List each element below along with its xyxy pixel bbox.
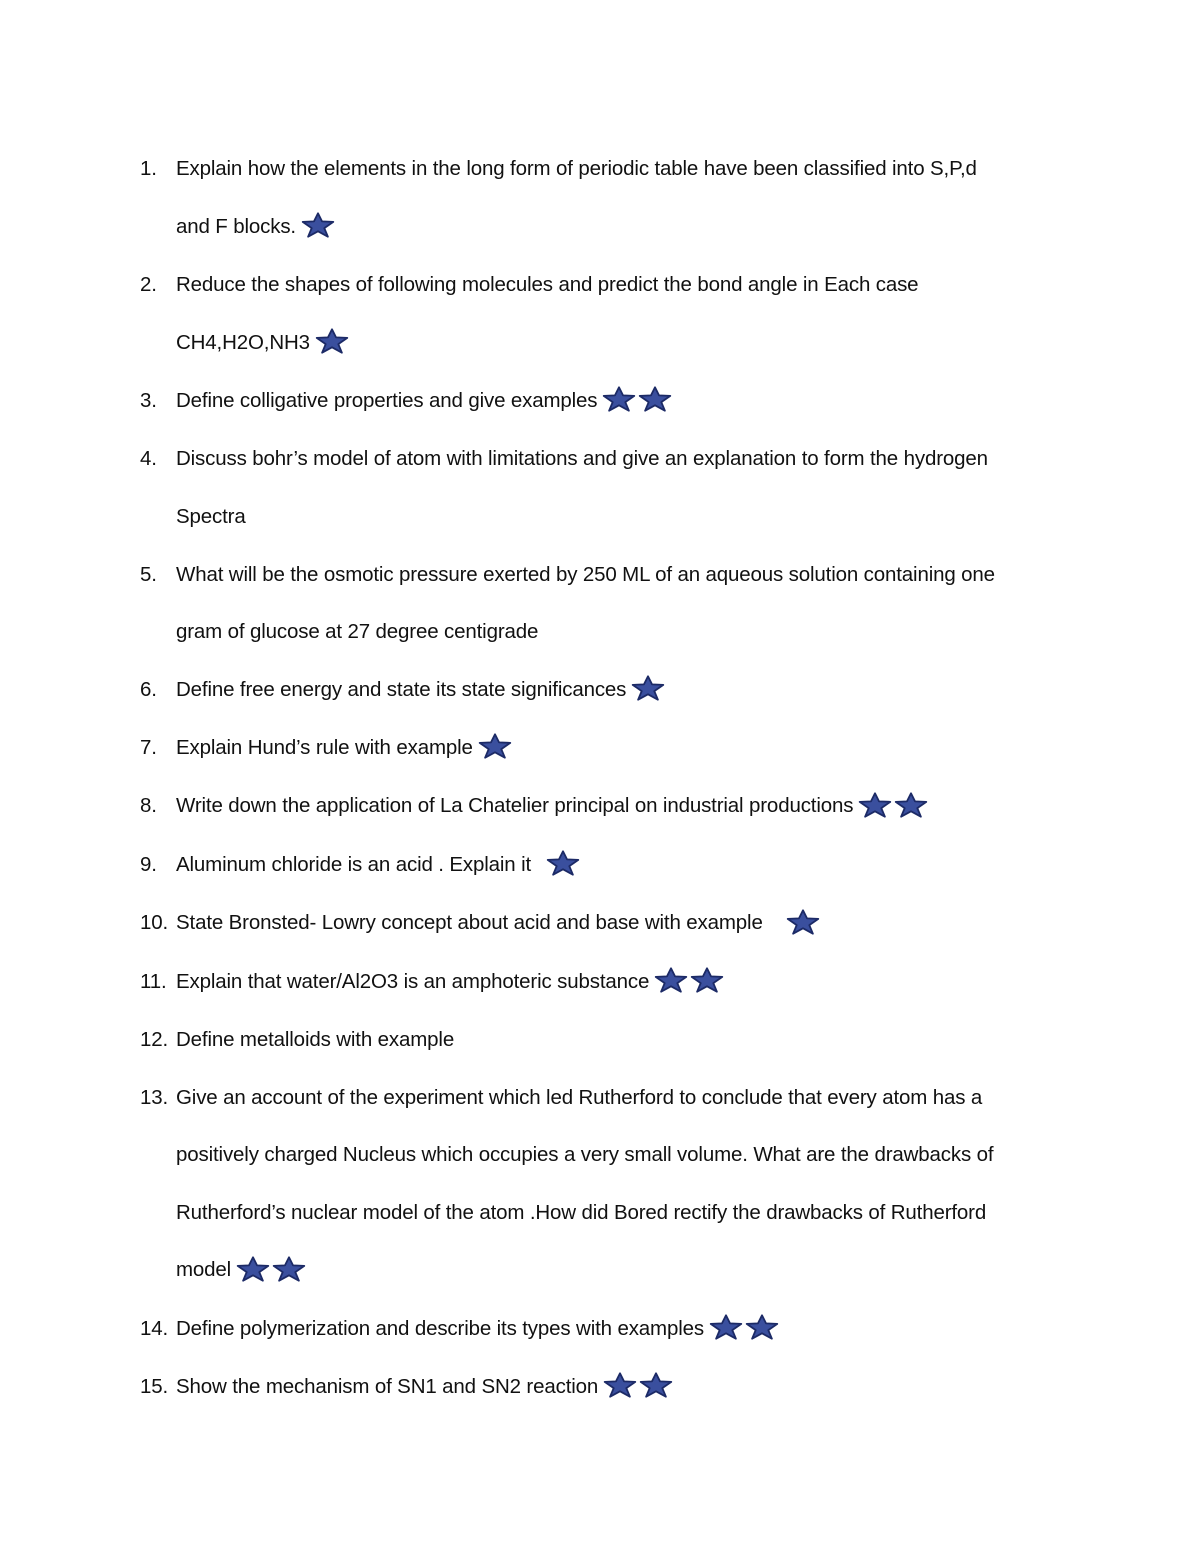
star-icon xyxy=(893,791,929,819)
question-line xyxy=(176,894,1070,952)
star-icon xyxy=(271,1255,307,1283)
question-list xyxy=(140,140,1070,1416)
question-line xyxy=(176,372,1070,430)
difficulty-stars xyxy=(857,775,929,833)
question-number: 11. xyxy=(140,969,167,993)
question-text: Explain how the elements in the long form of periodic table have been classified into S,P,d xyxy=(176,157,977,180)
question-text: What will be the osmotic pressure exerted by 250 ML of an aqueous solution containing one xyxy=(176,562,995,586)
question-line xyxy=(176,198,1070,256)
question-line xyxy=(176,1069,1070,1127)
question-line xyxy=(176,1126,1070,1184)
question-number: 7. xyxy=(140,736,157,760)
question-item xyxy=(140,836,1070,894)
question-item xyxy=(140,372,1070,430)
question-text: Reduce the shapes of following molecules and predict the bond angle in Each case xyxy=(176,272,919,296)
difficulty-stars xyxy=(653,950,725,1008)
star-icon xyxy=(314,327,350,355)
difficulty-stars xyxy=(708,1297,780,1355)
question-text: and F blocks. xyxy=(176,214,296,238)
question-number: 6. xyxy=(140,677,157,701)
question-item xyxy=(140,777,1070,835)
question-text: Give an account of the experiment which led Rutherford to conclude that every atom has a xyxy=(176,1085,983,1109)
question-line xyxy=(176,1300,1070,1358)
question-text: Define colligative properties and give examples xyxy=(176,388,598,412)
question-text: Explain that water/Al2O3 is an amphoteric substance xyxy=(176,969,650,993)
question-item xyxy=(140,1011,1070,1069)
star-icon xyxy=(601,385,637,413)
question-line xyxy=(176,719,1070,777)
question-line xyxy=(176,1241,1070,1299)
question-text: Explain Hund’s rule with example xyxy=(176,736,473,760)
question-line xyxy=(176,546,1070,604)
question-item xyxy=(140,1358,1070,1416)
question-number: 1. xyxy=(140,157,157,180)
question-line xyxy=(176,953,1070,1011)
question-line xyxy=(176,1358,1070,1416)
difficulty-stars xyxy=(545,834,581,892)
question-line xyxy=(176,1184,1070,1242)
question-line xyxy=(176,314,1070,372)
question-text: Rutherford’s nuclear model of the atom .How did Bored rectify the drawbacks of Rutherford xyxy=(176,1200,987,1224)
difficulty-stars xyxy=(235,1239,307,1297)
question-item xyxy=(140,430,1070,545)
question-text: model xyxy=(176,1258,232,1282)
question-number: 14. xyxy=(140,1316,169,1340)
difficulty-stars xyxy=(785,892,821,950)
question-text: gram of glucose at 27 degree centigrade xyxy=(176,620,539,644)
star-icon xyxy=(857,791,893,819)
star-icon xyxy=(785,908,821,936)
question-line xyxy=(176,140,1070,198)
question-number: 4. xyxy=(140,447,157,471)
question-text: Show the mechanism of SN1 and SN2 reaction xyxy=(176,1375,599,1399)
question-number: 10. xyxy=(140,911,169,935)
question-number: 5. xyxy=(140,562,157,586)
question-text: CH4,H2O,NH3 xyxy=(176,330,310,354)
difficulty-stars xyxy=(314,311,350,369)
question-text: Define free energy and state its state significances xyxy=(176,677,627,701)
question-number: 15. xyxy=(140,1375,169,1399)
question-item xyxy=(140,661,1070,719)
question-item xyxy=(140,256,1070,372)
star-icon xyxy=(689,966,725,994)
star-icon xyxy=(545,849,581,877)
question-text: Discuss bohr’s model of atom with limitations and give an explanation to form the hydrogen xyxy=(176,447,988,471)
star-icon xyxy=(630,674,666,702)
question-number: 13. xyxy=(140,1085,169,1109)
question-text: Spectra xyxy=(176,504,246,528)
question-text: State Bronsted- Lowry concept about acid and base with example xyxy=(176,911,763,935)
difficulty-stars xyxy=(630,658,666,716)
question-text: Define polymerization and describe its types with examples xyxy=(176,1316,704,1340)
question-item xyxy=(140,894,1070,952)
question-item xyxy=(140,140,1070,256)
question-number: 12. xyxy=(140,1027,169,1051)
question-item xyxy=(140,1300,1070,1358)
star-icon xyxy=(477,732,513,760)
question-line xyxy=(176,777,1070,835)
question-item xyxy=(140,719,1070,777)
difficulty-stars xyxy=(477,717,513,775)
question-number: 2. xyxy=(140,272,157,296)
question-line xyxy=(176,661,1070,719)
question-number: 8. xyxy=(140,794,157,818)
star-icon xyxy=(637,385,673,413)
question-line xyxy=(176,488,1070,546)
difficulty-stars xyxy=(300,195,336,253)
question-item xyxy=(140,1069,1070,1300)
star-icon xyxy=(708,1313,744,1341)
question-line xyxy=(176,836,1070,894)
star-icon xyxy=(744,1313,780,1341)
question-item xyxy=(140,546,1070,661)
question-line xyxy=(176,603,1070,661)
question-line xyxy=(176,256,1070,314)
star-icon xyxy=(653,966,689,994)
question-number: 9. xyxy=(140,852,157,876)
difficulty-stars xyxy=(601,370,673,428)
question-text: Aluminum chloride is an acid . Explain it xyxy=(176,852,532,876)
question-line xyxy=(176,430,1070,488)
question-line xyxy=(176,1011,1070,1069)
question-text: Define metalloids with example xyxy=(176,1027,455,1051)
question-text: positively charged Nucleus which occupies a very small volume. What are the drawbacks of xyxy=(176,1143,994,1167)
difficulty-stars xyxy=(602,1356,674,1414)
question-text: Write down the application of La Chatelier principal on industrial productions xyxy=(176,794,854,818)
star-icon xyxy=(300,211,336,239)
question-item xyxy=(140,953,1070,1011)
star-icon xyxy=(602,1371,638,1399)
question-number: 3. xyxy=(140,388,157,412)
star-icon xyxy=(638,1371,674,1399)
star-icon xyxy=(235,1255,271,1283)
